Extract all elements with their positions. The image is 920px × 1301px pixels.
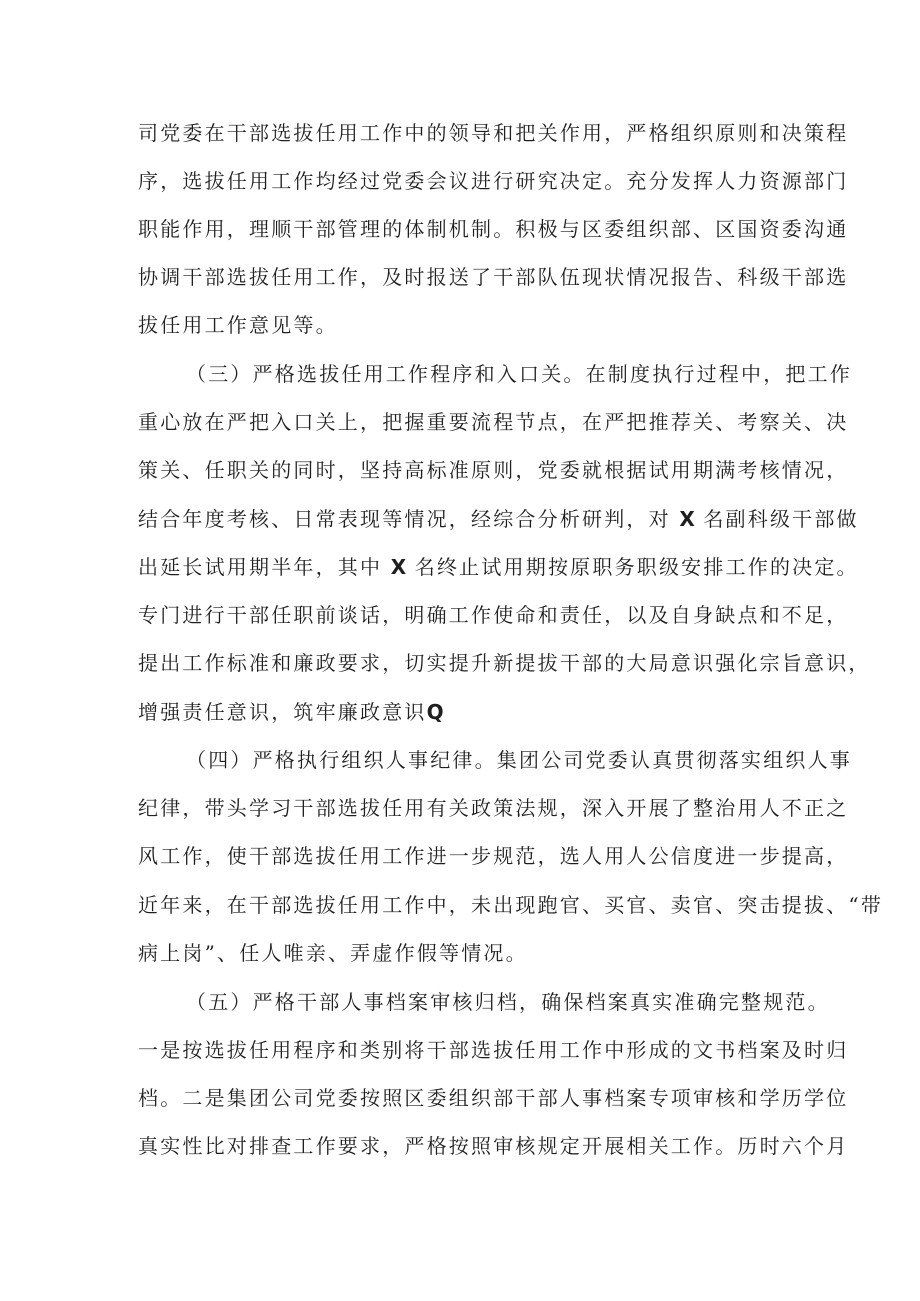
text-line: 风工作，使干部选拔任用工作进一步规范，选人用人公信度进一步提高，: [138, 844, 849, 868]
section-heading-5: （五）严格干部人事档案审核归档，确保档案真实准确完整规范。: [186, 990, 830, 1014]
text-line: [138, 507, 859, 531]
text-line: 专门进行干部任职前谈话，明确工作使命和责任，以及自身缺点和不足，: [138, 603, 849, 627]
text-segment: 增强责任意识，筑牢廉政意识: [138, 700, 427, 724]
text-line: 重心放在严把入口关上，把握重要流程节点，在严把推荐关、考察关、决: [138, 410, 849, 434]
text-segment: 名副科级干部做: [703, 507, 859, 531]
text-line: 职能作用，理顺干部管理的体制机制。积极与区委组织部、区国资委沟通: [138, 217, 849, 241]
text-line: 拔任用工作意见等。: [138, 313, 338, 337]
text-line: 病上岗”、任人唯亲、弄虚作假等情况。: [138, 941, 528, 965]
text-segment: 结合年度考核、日常表现等情况，经综合分析研判，对: [138, 507, 671, 531]
placeholder-x: X: [390, 555, 407, 579]
text-line: 纪律，带头学习干部选拔任用有关政策法规，深入开展了整治用人不正之: [138, 796, 849, 820]
text-line: 司党委在干部选拔任用工作中的领导和把关作用，严格组织原则和决策程: [138, 121, 849, 145]
text-line: 协调干部选拔任用工作，及时报送了干部队伍现状情况报告、科级干部选: [138, 265, 849, 289]
text-line: [138, 700, 444, 724]
placeholder-x: X: [679, 507, 695, 531]
text-line: 档。二是集团公司党委按照区委组织部干部人事档案专项审核和学历学位: [138, 1086, 849, 1110]
text-line: 序，选拔任用工作均经过党委会议进行研究决定。充分发挥人力资源部门: [138, 169, 849, 193]
stray-character: Q: [426, 700, 444, 724]
text-line: 提出工作标准和廉政要求，切实提升新提拔干部的大局意识强化宗旨意识，: [138, 651, 871, 675]
text-segment: 出延长试用期半年，其中: [138, 555, 383, 579]
text-line: 策关、任职关的同时，坚持高标准原则，党委就根据试用期满考核情况，: [138, 458, 849, 482]
text-line: 近年来，在干部选拔任用工作中，未出现跑官、买官、卖官、突击提拔、“带: [138, 893, 884, 917]
section-heading-3: （三）严格选拔任用工作程序和入口关。在制度执行过程中，把工作: [186, 362, 852, 386]
text-line: 真实性比对排查工作要求，严格按照审核规定开展相关工作。历时六个月: [138, 1134, 849, 1158]
text-line: [138, 555, 859, 579]
text-line: 一是按选拔任用程序和类别将干部选拔任用工作中形成的文书档案及时归: [138, 1038, 849, 1062]
section-heading-4: （四）严格执行组织人事纪律。集团公司党委认真贯彻落实组织人事: [186, 748, 852, 772]
text-segment: 名终止试用期按原职务职级安排工作的决定。: [414, 555, 859, 579]
